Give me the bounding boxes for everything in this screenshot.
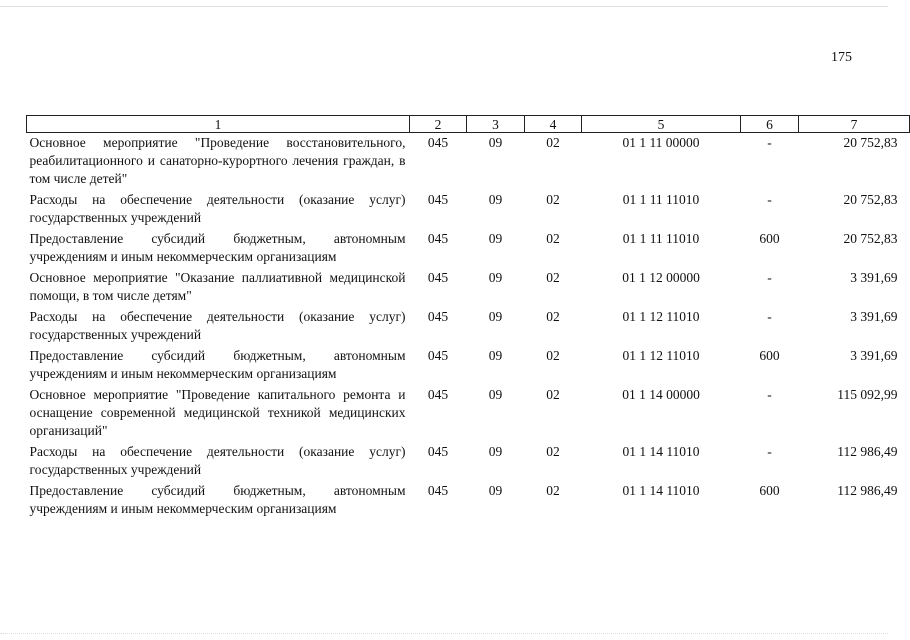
row-code-4: 02: [546, 483, 560, 498]
column-header-4: 4: [525, 116, 582, 133]
row-code-6: -: [767, 192, 772, 207]
row-code-5: 01 1 12 11010: [622, 348, 700, 363]
page-number: 175: [831, 50, 852, 65]
table-header: [27, 116, 910, 133]
page-edge-bottom: [0, 633, 888, 634]
row-code-3: 09: [488, 192, 503, 207]
row-code-2: 045: [427, 387, 449, 402]
row-amount: 3 391,69: [850, 348, 898, 363]
row-amount: 112 986,49: [837, 483, 898, 498]
row-name: Основное мероприятие "Проведение восстановительного, реабилитационного и санаторно-курортного лечения граждан, в том числе детей": [29, 135, 406, 186]
row-code-4: 02: [546, 348, 560, 363]
table-row: [27, 346, 910, 385]
row-name: Предоставление субсидий бюджетным, автономным учреждениям и иным некоммерческим организациям: [29, 231, 406, 264]
column-header-3: 3: [467, 116, 525, 133]
row-code-4: 02: [546, 270, 560, 285]
row-code-5: 01 1 12 11010: [622, 309, 700, 324]
column-header-2: 2: [410, 116, 467, 133]
row-code-6: -: [767, 270, 772, 285]
row-code-5: 01 1 11 11010: [622, 192, 700, 207]
table-row: [27, 133, 910, 191]
row-name: Предоставление субсидий бюджетным, автономным учреждениям и иным некоммерческим организациям: [29, 348, 406, 381]
table-row: [27, 385, 910, 442]
table-row: [27, 229, 910, 268]
row-code-2: 045: [427, 444, 449, 459]
row-name: Основное мероприятие "Оказание паллиативной медицинской помощи, в том числе детям": [29, 270, 406, 303]
row-code-2: 045: [427, 135, 449, 150]
row-amount: 112 986,49: [837, 444, 898, 459]
row-amount: 20 752,83: [843, 192, 898, 207]
row-name: Расходы на обеспечение деятельности (оказание услуг) государственных учреждений: [29, 192, 406, 225]
header-row: [27, 116, 910, 133]
row-code-5: 01 1 14 11010: [622, 483, 700, 498]
row-code-5: 01 1 12 00000: [622, 270, 700, 285]
row-code-3: 09: [488, 483, 503, 498]
row-amount: 115 092,99: [837, 387, 898, 402]
table-body: [27, 133, 910, 521]
row-name: Расходы на обеспечение деятельности (оказание услуг) государственных учреждений: [29, 309, 406, 342]
row-code-6: -: [767, 309, 772, 324]
budget-table: [26, 115, 910, 520]
row-name: Предоставление субсидий бюджетным, автономным учреждениям и иным некоммерческим организациям: [29, 483, 406, 516]
row-code-4: 02: [546, 135, 560, 150]
page-edge-top: [0, 6, 888, 7]
table-row: [27, 481, 910, 520]
row-code-2: 045: [427, 348, 449, 363]
row-code-6: -: [767, 135, 772, 150]
row-code-3: 09: [488, 309, 503, 324]
row-code-2: 045: [427, 483, 449, 498]
row-code-4: 02: [546, 444, 560, 459]
row-code-6: 600: [759, 348, 780, 363]
row-code-2: 045: [427, 309, 449, 324]
table-row: [27, 442, 910, 481]
row-amount: 20 752,83: [843, 135, 898, 150]
row-amount: 3 391,69: [850, 309, 898, 324]
column-header-5: 5: [582, 116, 741, 133]
column-header-7: 7: [799, 116, 910, 133]
row-name: Основное мероприятие "Проведение капитального ремонта и оснащение современной медицинской техникой медицинских организаций": [29, 387, 406, 438]
row-code-5: 01 1 11 11010: [622, 231, 700, 246]
column-header-1: 1: [27, 116, 410, 133]
row-code-6: -: [767, 444, 772, 459]
row-code-6: 600: [759, 483, 780, 498]
row-code-4: 02: [546, 387, 560, 402]
row-amount: 20 752,83: [843, 231, 898, 246]
row-code-6: 600: [759, 231, 780, 246]
row-code-5: 01 1 14 11010: [622, 444, 700, 459]
table-row: [27, 268, 910, 307]
row-code-2: 045: [427, 231, 449, 246]
row-name: Расходы на обеспечение деятельности (оказание услуг) государственных учреждений: [29, 444, 406, 477]
row-code-3: 09: [488, 348, 503, 363]
row-code-3: 09: [488, 270, 503, 285]
table-row: [27, 190, 910, 229]
row-code-3: 09: [488, 444, 503, 459]
row-code-4: 02: [546, 192, 560, 207]
table-row: [27, 307, 910, 346]
row-code-4: 02: [546, 309, 560, 324]
row-code-5: 01 1 14 00000: [622, 387, 700, 402]
row-code-5: 01 1 11 00000: [622, 135, 700, 150]
row-code-3: 09: [488, 135, 503, 150]
row-code-2: 045: [427, 192, 449, 207]
row-code-3: 09: [488, 387, 503, 402]
row-code-3: 09: [488, 231, 503, 246]
column-header-6: 6: [741, 116, 799, 133]
row-code-2: 045: [427, 270, 449, 285]
row-amount: 3 391,69: [850, 270, 898, 285]
row-code-6: -: [767, 387, 772, 402]
row-code-4: 02: [546, 231, 560, 246]
